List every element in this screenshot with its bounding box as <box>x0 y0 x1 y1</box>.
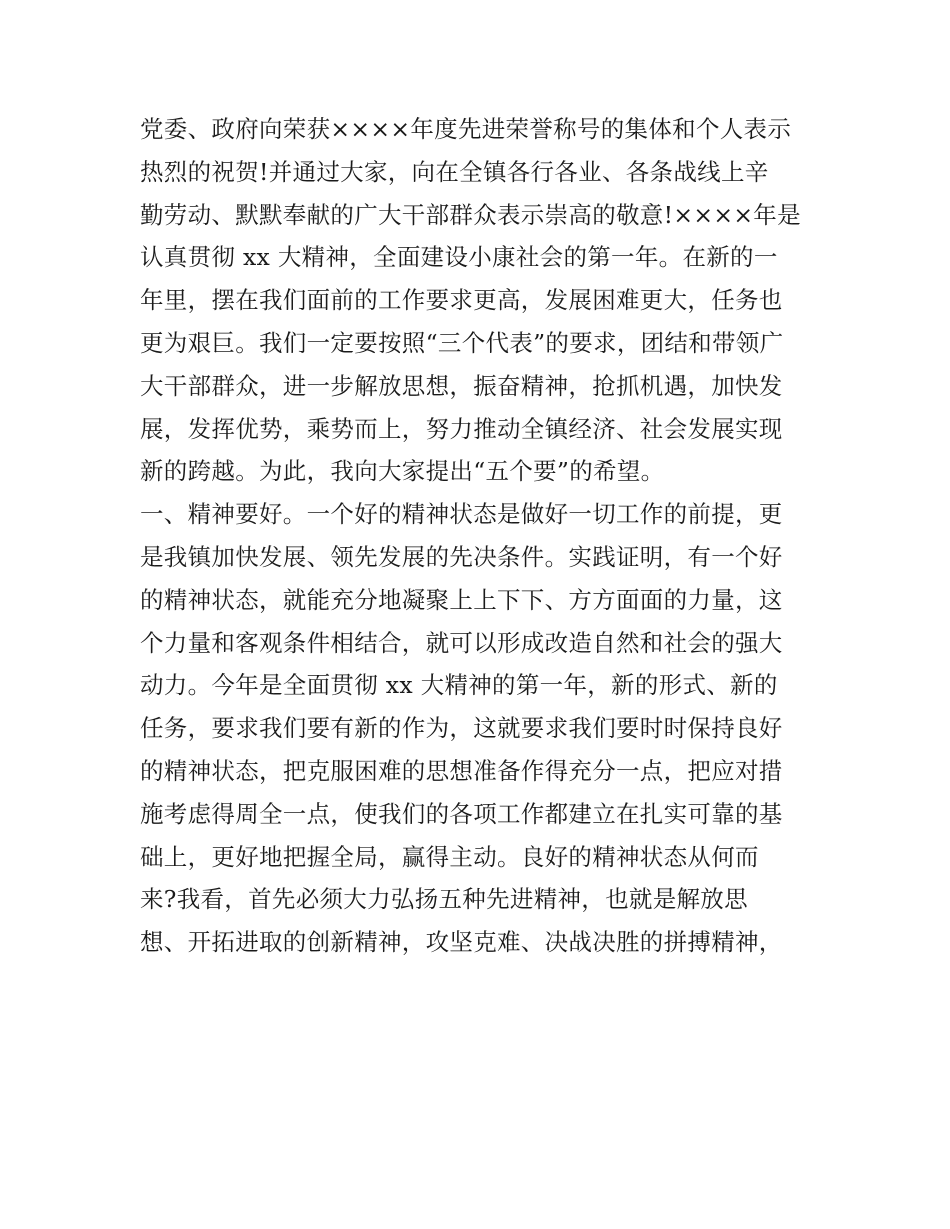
text-line: 大干部群众，进一步解放思想，振奋精神，抢抓机遇，加快发 <box>140 371 783 400</box>
text-line: 党委、政府向荣获××××年度先进荣誉称号的集体和个人表示 <box>140 115 792 143</box>
text-line: 个力量和客观条件相结合，就可以形成改造自然和社会的强大 <box>140 628 783 657</box>
text-line: 任务，要求我们要有新的作为，这就要求我们要时时保持良好 <box>140 714 783 743</box>
text-line: 施考虑得周全一点，使我们的各项工作都建立在扎实可靠的基 <box>140 799 783 828</box>
body-text <box>140 108 820 964</box>
text-line: 想、开拓进取的创新精神，攻坚克难、决战决胜的拼搏精神， <box>140 928 783 957</box>
text-line: 是我镇加快发展、领先发展的先决条件。实践证明，有一个好 <box>140 542 783 571</box>
text-line: 的精神状态，把克服困难的思想准备作得充分一点，把应对措 <box>140 756 783 785</box>
text-line: 新的跨越。为此，我向大家提出“五个要”的希望。 <box>140 457 665 486</box>
text-line: 础上，更好地把握全局，赢得主动。良好的精神状态从何而 <box>140 842 759 871</box>
text-line: 勤劳动、默默奉献的广大干部群众表示崇高的敬意!××××年是 <box>140 200 801 229</box>
text-line: 来?我看，首先必须大力弘扬五种先进精神，也就是解放思 <box>140 885 748 914</box>
text-line: 年里，摆在我们面前的工作要求更高，发展困难更大，任务也 <box>140 286 783 315</box>
text-line: 展，发挥优势，乘势而上，努力推动全镇经济、社会发展实现 <box>140 414 783 443</box>
text-line: 动力。今年是全面贯彻 xx 大精神的第一年，新的形式、新的 <box>140 671 778 700</box>
text-line: 的精神状态，就能充分地凝聚上上下下、方方面面的力量，这 <box>140 585 783 614</box>
text-line: 认真贯彻 xx 大精神，全面建设小康社会的第一年。在新的一 <box>140 243 778 272</box>
text-line: 热烈的祝贺!并通过大家，向在全镇各行各业、各条战线上辛 <box>140 157 769 186</box>
text-line: 一、精神要好。一个好的精神状态是做好一切工作的前提，更 <box>140 500 783 529</box>
text-line: 更为艰巨。我们一定要按照“三个代表”的要求，团结和带领广 <box>140 328 784 357</box>
